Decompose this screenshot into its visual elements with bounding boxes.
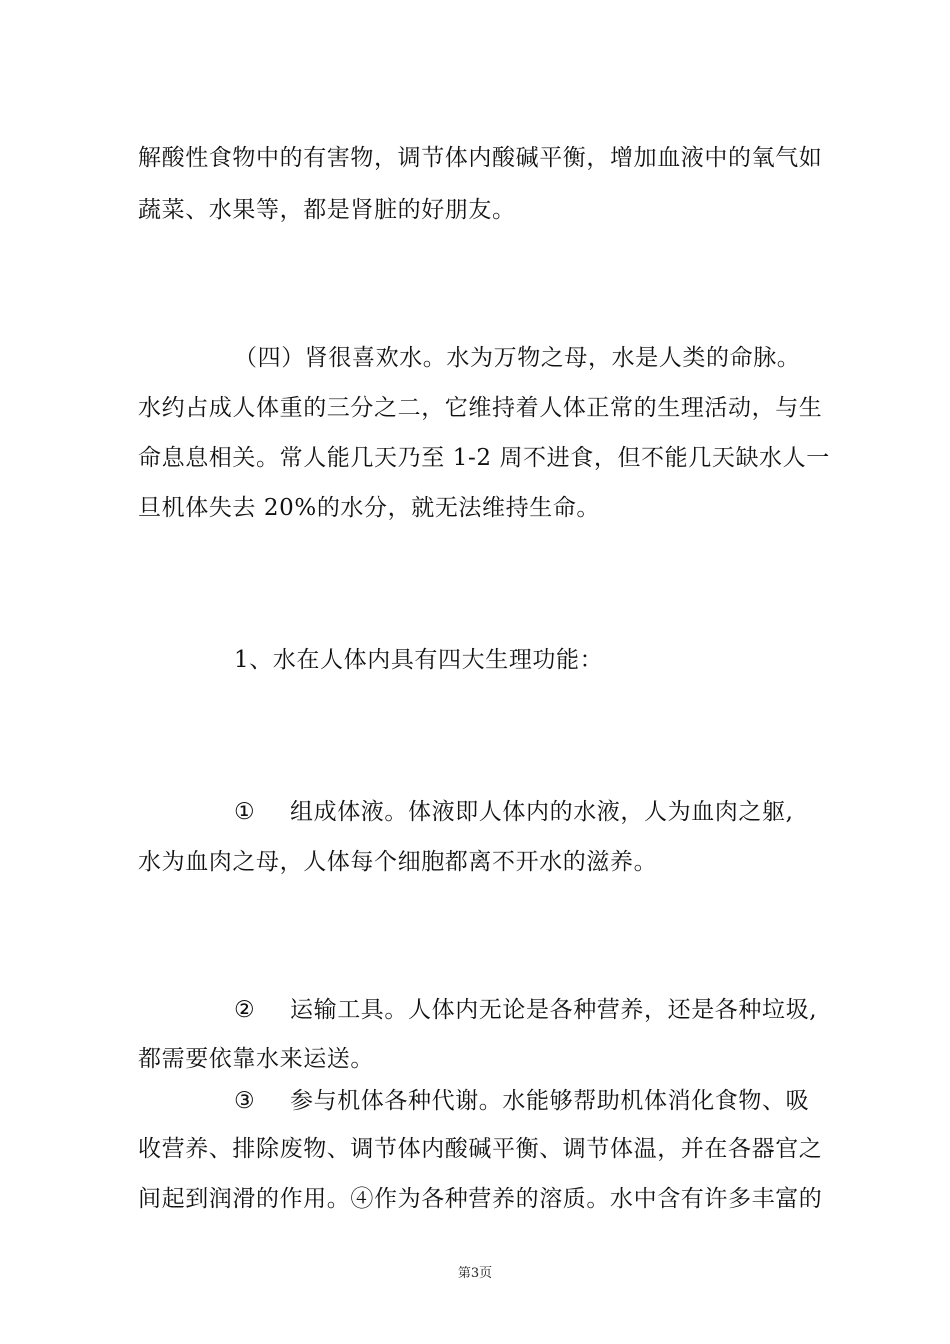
list-item-2-line-2: 都需要依靠水来运送。 <box>138 1046 374 1072</box>
page-number: 第3页 <box>457 1266 493 1281</box>
list-item-3-line-3: 间起到润滑的作用。④作为各种营养的溶质。水中含有许多丰富的 <box>138 1186 823 1212</box>
list-item-1-text: 组成体液。体液即人体内的水液，人为血肉之躯, <box>290 799 794 825</box>
section-heading: 1、水在人体内具有四大生理功能： <box>234 647 604 673</box>
list-marker-2: ② <box>234 997 256 1023</box>
paragraph-1-line-2: 蔬菜、水果等，都是肾脏的好朋友。 <box>138 197 516 223</box>
paragraph-2-line-4: 旦机体失去 20%的水分，就无法维持生命。 <box>138 495 601 521</box>
list-marker-3: ③ <box>234 1088 256 1114</box>
list-item-3-text: 参与机体各种代谢。水能够帮助机体消化食物、吸 <box>290 1088 810 1114</box>
list-item-1-line-1 <box>234 797 794 827</box>
list-item-3-line-1 <box>234 1086 809 1116</box>
list-item-2-line-1 <box>234 995 817 1025</box>
list-item-2-text: 运输工具。人体内无论是各种营养，还是各种垃圾, <box>290 997 818 1023</box>
paragraph-2-line-1: （四）肾很喜欢水。水为万物之母，水是人类的命脉。 <box>234 345 801 371</box>
paragraph-1-line-1: 解酸性食物中的有害物，调节体内酸碱平衡，增加血液中的氧气如 <box>138 145 823 171</box>
list-marker-1: ① <box>234 799 256 825</box>
paragraph-2-line-2: 水约占成人体重的三分之二，它维持着人体正常的生理活动，与生 <box>138 395 823 421</box>
list-item-1-line-2: 水为血肉之母，人体每个细胞都离不开水的滋养。 <box>138 849 658 875</box>
list-item-3-line-2: 收营养、排除废物、调节体内酸碱平衡、调节体温，并在各器官之 <box>138 1136 823 1162</box>
paragraph-2-line-3: 命息息相关。常人能几天乃至 1-2 周不进食，但不能几天缺水人一 <box>138 445 830 471</box>
